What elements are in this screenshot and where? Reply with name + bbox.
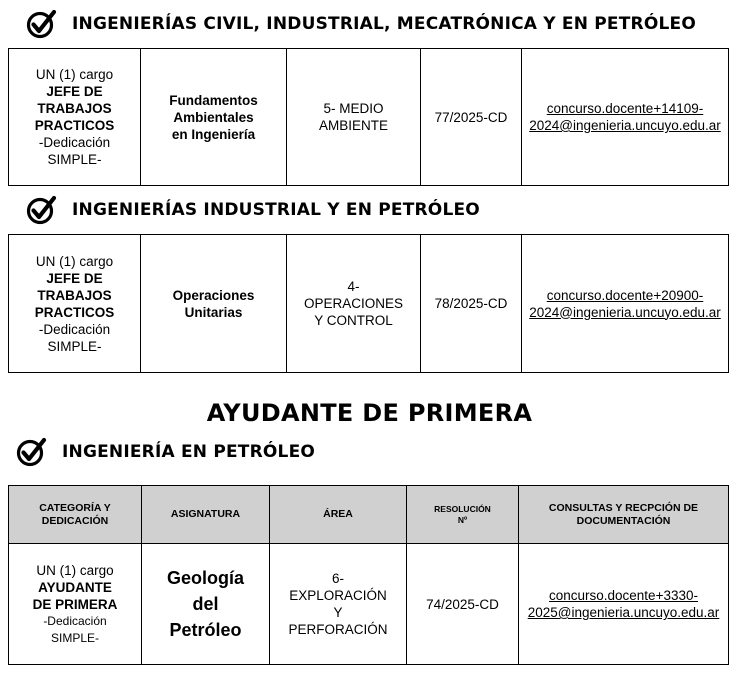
section-heading-2	[26, 194, 480, 226]
area-cell: 5- MEDIO AMBIENTE	[287, 49, 421, 186]
section-heading-text: INGENIERÍAS CIVIL, INDUSTRIAL, MECATRÓNICA Y EN PETRÓLEO	[72, 14, 696, 34]
check-circle-icon	[26, 8, 58, 40]
header-asignatura: ASIGNATURA	[142, 486, 270, 544]
section-heading-1	[26, 8, 696, 40]
table-header-row	[9, 486, 729, 544]
offer-table-1	[8, 48, 729, 186]
offer-table-2	[8, 234, 729, 373]
area-cell: 6- EXPLORACIÓN Y PERFORACIÓN	[270, 544, 407, 665]
section-heading-3	[16, 436, 315, 468]
check-circle-icon	[16, 436, 48, 468]
email-link[interactable]: concurso.docente+20900- 2024@ingenieria.uncuyo.edu.ar	[522, 235, 729, 373]
email-link[interactable]: concurso.docente+3330- 2025@ingenieria.uncuyo.edu.ar	[519, 544, 729, 665]
table-row	[9, 235, 729, 373]
asignatura-cell: Operaciones Unitarias	[141, 235, 287, 373]
asignatura-cell: Fundamentos Ambientales en Ingeniería	[141, 49, 287, 186]
header-resolucion: RESOLUCIÓN Nº	[407, 486, 519, 544]
offer-table-3	[8, 485, 729, 665]
section-heading-text: INGENIERÍA EN PETRÓLEO	[62, 442, 316, 462]
check-circle-icon	[26, 194, 58, 226]
resolucion-cell: 78/2025-CD	[421, 235, 522, 373]
cargo-cell: UN (1) cargo JEFE DE TRABAJOS PRACTICOS -Dedicación SIMPLE-	[9, 235, 141, 373]
email-link[interactable]: concurso.docente+14109- 2024@ingenieria.uncuyo.edu.ar	[522, 49, 729, 186]
resolucion-cell: 74/2025-CD	[407, 544, 519, 665]
asignatura-cell: Geología del Petróleo	[142, 544, 270, 665]
resolucion-cell: 77/2025-CD	[421, 49, 522, 186]
header-consultas: CONSULTAS Y RECPCIÓN DE DOCUMENTACIÓN	[519, 486, 729, 544]
section-heading-text: INGENIERÍAS INDUSTRIAL Y EN PETRÓLEO	[72, 200, 480, 220]
header-categoria: CATEGORÍA Y DEDICACIÓN	[9, 486, 142, 544]
cargo-cell: UN (1) cargo AYUDANTE DE PRIMERA -Dedicación SIMPLE-	[9, 544, 142, 665]
cargo-cell: UN (1) cargo JEFE DE TRABAJOS PRACTICOS -Dedicación SIMPLE-	[9, 49, 141, 186]
table-row	[9, 544, 729, 665]
table-row	[9, 49, 729, 186]
header-area: ÁREA	[270, 486, 407, 544]
area-cell: 4- OPERACIONES Y CONTROL	[287, 235, 421, 373]
page-title: AYUDANTE DE PRIMERA	[206, 399, 533, 427]
